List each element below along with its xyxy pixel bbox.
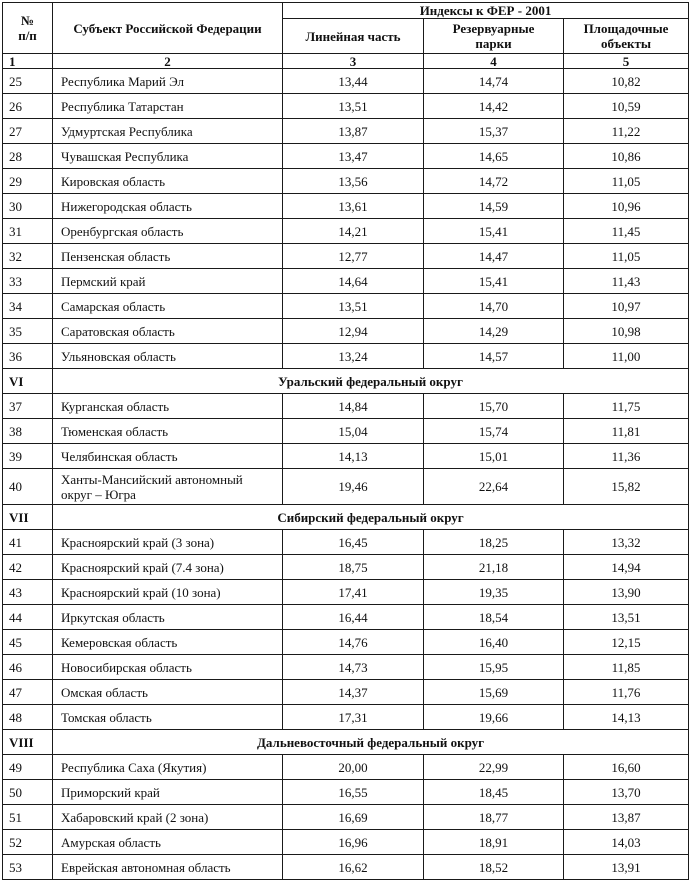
subject-name-cell bbox=[53, 144, 283, 169]
index-site-cell: 11,85 bbox=[564, 655, 689, 680]
row-number-cell: 33 bbox=[3, 269, 53, 294]
table-row bbox=[3, 144, 689, 169]
section-roman-cell: VIII bbox=[3, 730, 53, 755]
row-number-cell: 45 bbox=[3, 630, 53, 655]
subject-name-line: Омская область bbox=[61, 684, 148, 700]
index-site-cell: 11,22 bbox=[564, 119, 689, 144]
fer-index-table bbox=[2, 2, 689, 880]
subject-name-line: Иркутская область bbox=[61, 609, 165, 625]
index-linear-cell: 16,96 bbox=[283, 830, 424, 855]
index-reservoir-cell: 14,59 bbox=[424, 194, 564, 219]
column-number-4: 4 bbox=[424, 54, 564, 69]
table-row bbox=[3, 605, 689, 630]
index-reservoir-cell: 15,74 bbox=[424, 419, 564, 444]
subject-name-line: Кемеровская область bbox=[61, 634, 178, 650]
subject-name-line: Курганская область bbox=[61, 398, 170, 414]
index-reservoir-cell: 18,77 bbox=[424, 805, 564, 830]
section-row bbox=[3, 369, 689, 394]
index-reservoir-cell: 15,41 bbox=[424, 219, 564, 244]
subject-name-cell bbox=[53, 294, 283, 319]
row-number-cell: 50 bbox=[3, 780, 53, 805]
index-site-cell: 14,13 bbox=[564, 705, 689, 730]
row-number-cell: 38 bbox=[3, 419, 53, 444]
index-reservoir-cell: 22,64 bbox=[424, 469, 564, 505]
row-number-cell: 43 bbox=[3, 580, 53, 605]
index-linear-cell: 12,77 bbox=[283, 244, 424, 269]
index-reservoir-cell: 19,35 bbox=[424, 580, 564, 605]
index-reservoir-cell: 15,01 bbox=[424, 444, 564, 469]
subject-name-line: Самарская область bbox=[61, 298, 166, 314]
index-linear-cell: 19,46 bbox=[283, 469, 424, 505]
row-number-cell: 36 bbox=[3, 344, 53, 369]
index-reservoir-cell: 22,99 bbox=[424, 755, 564, 780]
table-row bbox=[3, 394, 689, 419]
row-number-cell: 32 bbox=[3, 244, 53, 269]
subject-name-line: Красноярский край (3 зона) bbox=[61, 534, 215, 550]
index-linear-cell: 18,75 bbox=[283, 555, 424, 580]
subject-name-cell bbox=[53, 269, 283, 294]
index-linear-cell: 16,45 bbox=[283, 530, 424, 555]
index-linear-cell: 14,37 bbox=[283, 680, 424, 705]
subject-name-line: Кировская область bbox=[61, 173, 166, 189]
subject-name-cell bbox=[53, 530, 283, 555]
table-row bbox=[3, 705, 689, 730]
index-site-cell: 14,94 bbox=[564, 555, 689, 580]
index-site-cell: 13,91 bbox=[564, 855, 689, 880]
section-roman-cell: VI bbox=[3, 369, 53, 394]
index-linear-cell: 13,56 bbox=[283, 169, 424, 194]
row-number-cell: 48 bbox=[3, 705, 53, 730]
site-objects-header-line: Площадочные bbox=[583, 21, 669, 36]
section-row bbox=[3, 730, 689, 755]
subject-name-cell bbox=[53, 780, 283, 805]
table-row bbox=[3, 169, 689, 194]
index-linear-cell: 14,76 bbox=[283, 630, 424, 655]
subject-name-line: Республика Татарстан bbox=[61, 98, 184, 114]
table-row bbox=[3, 269, 689, 294]
subject-name-cell bbox=[53, 344, 283, 369]
table-row bbox=[3, 755, 689, 780]
index-linear-cell: 13,61 bbox=[283, 194, 424, 219]
index-linear-cell: 12,94 bbox=[283, 319, 424, 344]
subject-name-line: Приморский край bbox=[61, 784, 160, 800]
index-reservoir-cell: 18,25 bbox=[424, 530, 564, 555]
index-reservoir-cell: 14,74 bbox=[424, 69, 564, 94]
index-reservoir-cell: 15,41 bbox=[424, 269, 564, 294]
index-site-cell: 13,70 bbox=[564, 780, 689, 805]
subject-name-line: Нижегородская область bbox=[61, 198, 192, 214]
index-reservoir-cell: 18,91 bbox=[424, 830, 564, 855]
index-linear-cell: 16,69 bbox=[283, 805, 424, 830]
index-reservoir-cell: 18,45 bbox=[424, 780, 564, 805]
row-number-cell: 26 bbox=[3, 94, 53, 119]
subject-name-line: Хабаровский край (2 зона) bbox=[61, 809, 209, 825]
subject-name-cell bbox=[53, 469, 283, 505]
subject-name-cell bbox=[53, 705, 283, 730]
subject-name-cell bbox=[53, 444, 283, 469]
reservoir-parks-header bbox=[424, 19, 564, 54]
column-number-2: 2 bbox=[53, 54, 283, 69]
subject-name-cell bbox=[53, 680, 283, 705]
row-number-cell: 35 bbox=[3, 319, 53, 344]
index-site-cell: 10,86 bbox=[564, 144, 689, 169]
index-linear-cell: 13,24 bbox=[283, 344, 424, 369]
subject-name-line: Пензенская область bbox=[61, 248, 171, 264]
index-site-cell: 11,00 bbox=[564, 344, 689, 369]
index-linear-cell: 14,84 bbox=[283, 394, 424, 419]
table-row bbox=[3, 244, 689, 269]
table-row bbox=[3, 319, 689, 344]
table-row bbox=[3, 69, 689, 94]
index-linear-cell: 14,21 bbox=[283, 219, 424, 244]
index-site-cell: 11,81 bbox=[564, 419, 689, 444]
subject-name-cell bbox=[53, 94, 283, 119]
index-reservoir-cell: 19,66 bbox=[424, 705, 564, 730]
index-site-cell: 11,45 bbox=[564, 219, 689, 244]
index-linear-cell: 13,51 bbox=[283, 294, 424, 319]
table-row bbox=[3, 530, 689, 555]
index-linear-cell: 16,55 bbox=[283, 780, 424, 805]
subject-name-cell bbox=[53, 219, 283, 244]
subject-name-cell bbox=[53, 169, 283, 194]
index-site-cell: 13,87 bbox=[564, 805, 689, 830]
index-linear-cell: 14,13 bbox=[283, 444, 424, 469]
table-row bbox=[3, 855, 689, 880]
index-site-cell: 16,60 bbox=[564, 755, 689, 780]
subject-name-line: Удмуртская Республика bbox=[61, 123, 193, 139]
index-linear-cell: 17,41 bbox=[283, 580, 424, 605]
header-row-1 bbox=[3, 3, 689, 19]
subject-name-cell bbox=[53, 805, 283, 830]
row-number-cell: 49 bbox=[3, 755, 53, 780]
indices-group-header: Индексы к ФЕР - 2001 bbox=[283, 3, 689, 19]
row-number-cell: 51 bbox=[3, 805, 53, 830]
subject-name-cell bbox=[53, 119, 283, 144]
index-site-cell: 12,15 bbox=[564, 630, 689, 655]
subject-name-line: Еврейская автономная область bbox=[61, 859, 231, 875]
index-reservoir-cell: 21,18 bbox=[424, 555, 564, 580]
subject-name-cell bbox=[53, 830, 283, 855]
row-number-cell: 41 bbox=[3, 530, 53, 555]
table-row bbox=[3, 555, 689, 580]
subject-name-line: Амурская область bbox=[61, 834, 161, 850]
subject-name-cell bbox=[53, 69, 283, 94]
subject-name-line: округ – Югра bbox=[61, 486, 136, 502]
index-reservoir-cell: 18,54 bbox=[424, 605, 564, 630]
index-reservoir-cell: 14,42 bbox=[424, 94, 564, 119]
section-row bbox=[3, 505, 689, 530]
row-number-header-line: п/п bbox=[18, 28, 37, 43]
table-row bbox=[3, 219, 689, 244]
subject-name-line: Оренбургская область bbox=[61, 223, 184, 239]
index-reservoir-cell: 14,47 bbox=[424, 244, 564, 269]
table-row bbox=[3, 830, 689, 855]
index-reservoir-cell: 15,95 bbox=[424, 655, 564, 680]
site-objects-header bbox=[564, 19, 689, 54]
index-linear-cell: 14,73 bbox=[283, 655, 424, 680]
subject-name-cell bbox=[53, 319, 283, 344]
subject-name-line: Тюменская область bbox=[61, 423, 169, 439]
table-row bbox=[3, 630, 689, 655]
subject-name-cell bbox=[53, 755, 283, 780]
index-linear-cell: 15,04 bbox=[283, 419, 424, 444]
table-row bbox=[3, 94, 689, 119]
subject-name-line: Чувашская Республика bbox=[61, 148, 189, 164]
index-site-cell: 13,90 bbox=[564, 580, 689, 605]
index-site-cell: 14,03 bbox=[564, 830, 689, 855]
row-number-cell: 25 bbox=[3, 69, 53, 94]
index-site-cell: 13,32 bbox=[564, 530, 689, 555]
subject-name-cell bbox=[53, 394, 283, 419]
table-row bbox=[3, 805, 689, 830]
reservoir-parks-header-line: Резервуарные bbox=[452, 21, 535, 36]
section-title-cell: Дальневосточный федеральный округ bbox=[53, 730, 689, 755]
index-site-cell: 10,82 bbox=[564, 69, 689, 94]
index-site-cell: 11,43 bbox=[564, 269, 689, 294]
index-site-cell: 13,51 bbox=[564, 605, 689, 630]
row-number-cell: 53 bbox=[3, 855, 53, 880]
index-site-cell: 10,96 bbox=[564, 194, 689, 219]
row-number-cell: 28 bbox=[3, 144, 53, 169]
subject-name-line: Пермский край bbox=[61, 273, 146, 289]
index-reservoir-cell: 15,70 bbox=[424, 394, 564, 419]
subject-name-line: Красноярский край (7.4 зона) bbox=[61, 559, 224, 575]
column-number-5: 5 bbox=[564, 54, 689, 69]
index-linear-cell: 14,64 bbox=[283, 269, 424, 294]
index-site-cell: 11,05 bbox=[564, 244, 689, 269]
subject-name-cell bbox=[53, 855, 283, 880]
subject-name-line: Республика Марий Эл bbox=[61, 73, 184, 89]
index-linear-cell: 16,62 bbox=[283, 855, 424, 880]
subject-name-line: Новосибирская область bbox=[61, 659, 192, 675]
column-number-3: 3 bbox=[283, 54, 424, 69]
row-number-cell: 37 bbox=[3, 394, 53, 419]
row-number-cell: 47 bbox=[3, 680, 53, 705]
subject-name-cell bbox=[53, 580, 283, 605]
index-site-cell: 11,36 bbox=[564, 444, 689, 469]
table-row bbox=[3, 119, 689, 144]
index-linear-cell: 13,47 bbox=[283, 144, 424, 169]
index-reservoir-cell: 16,40 bbox=[424, 630, 564, 655]
index-reservoir-cell: 15,37 bbox=[424, 119, 564, 144]
index-reservoir-cell: 14,72 bbox=[424, 169, 564, 194]
table-row bbox=[3, 680, 689, 705]
index-site-cell: 15,82 bbox=[564, 469, 689, 505]
subject-name-line: Томская область bbox=[61, 709, 152, 725]
index-site-cell: 10,98 bbox=[564, 319, 689, 344]
subject-name-line: Ульяновская область bbox=[61, 348, 176, 364]
table-header bbox=[3, 3, 689, 69]
index-linear-cell: 17,31 bbox=[283, 705, 424, 730]
row-number-cell: 52 bbox=[3, 830, 53, 855]
table-body bbox=[3, 69, 689, 880]
subject-name-line: Саратовская область bbox=[61, 323, 175, 339]
row-number-cell: 31 bbox=[3, 219, 53, 244]
linear-part-header-line: Линейная часть bbox=[305, 28, 401, 44]
index-linear-cell: 16,44 bbox=[283, 605, 424, 630]
subject-name-line: Республика Саха (Якутия) bbox=[61, 759, 207, 775]
row-number-cell: 29 bbox=[3, 169, 53, 194]
subject-header: Субъект Российской Федерации bbox=[53, 3, 283, 54]
subject-name-cell bbox=[53, 630, 283, 655]
index-linear-cell: 13,51 bbox=[283, 94, 424, 119]
table-row bbox=[3, 780, 689, 805]
index-site-cell: 10,59 bbox=[564, 94, 689, 119]
index-site-cell: 11,75 bbox=[564, 394, 689, 419]
index-reservoir-cell: 14,65 bbox=[424, 144, 564, 169]
index-site-cell: 11,76 bbox=[564, 680, 689, 705]
row-number-cell: 39 bbox=[3, 444, 53, 469]
row-number-cell: 46 bbox=[3, 655, 53, 680]
row-number-cell: 27 bbox=[3, 119, 53, 144]
subject-name-line: Ханты-Мансийский автономный bbox=[61, 471, 243, 487]
section-title-cell: Уральский федеральный округ bbox=[53, 369, 689, 394]
table-row bbox=[3, 655, 689, 680]
subject-name-line: Челябинская область bbox=[61, 448, 178, 464]
index-site-cell: 11,05 bbox=[564, 169, 689, 194]
row-number-header bbox=[3, 3, 53, 54]
row-number-cell: 42 bbox=[3, 555, 53, 580]
subject-name-cell bbox=[53, 244, 283, 269]
reservoir-parks-header-line: парки bbox=[475, 36, 512, 51]
subject-name-cell bbox=[53, 555, 283, 580]
row-number-cell: 34 bbox=[3, 294, 53, 319]
row-number-cell: 30 bbox=[3, 194, 53, 219]
index-linear-cell: 13,87 bbox=[283, 119, 424, 144]
row-number-header-line: № bbox=[20, 13, 35, 28]
table-row bbox=[3, 194, 689, 219]
table-row bbox=[3, 419, 689, 444]
table-row bbox=[3, 469, 689, 505]
index-linear-cell: 20,00 bbox=[283, 755, 424, 780]
linear-part-header bbox=[283, 19, 424, 54]
section-title-cell: Сибирский федеральный округ bbox=[53, 505, 689, 530]
index-linear-cell: 13,44 bbox=[283, 69, 424, 94]
table-row bbox=[3, 444, 689, 469]
index-reservoir-cell: 14,29 bbox=[424, 319, 564, 344]
row-number-cell: 44 bbox=[3, 605, 53, 630]
index-reservoir-cell: 14,57 bbox=[424, 344, 564, 369]
site-objects-header-line: объекты bbox=[600, 36, 652, 51]
subject-name-cell bbox=[53, 605, 283, 630]
subject-name-line: Красноярский край (10 зона) bbox=[61, 584, 221, 600]
subject-name-cell bbox=[53, 419, 283, 444]
row-number-cell: 40 bbox=[3, 469, 53, 505]
table-row bbox=[3, 580, 689, 605]
index-reservoir-cell: 18,52 bbox=[424, 855, 564, 880]
index-reservoir-cell: 15,69 bbox=[424, 680, 564, 705]
index-reservoir-cell: 14,70 bbox=[424, 294, 564, 319]
column-numbering-row bbox=[3, 54, 689, 69]
table-row bbox=[3, 344, 689, 369]
table-row bbox=[3, 294, 689, 319]
subject-name-cell bbox=[53, 194, 283, 219]
subject-name-cell bbox=[53, 655, 283, 680]
section-roman-cell: VII bbox=[3, 505, 53, 530]
column-number-1: 1 bbox=[3, 54, 53, 69]
index-site-cell: 10,97 bbox=[564, 294, 689, 319]
